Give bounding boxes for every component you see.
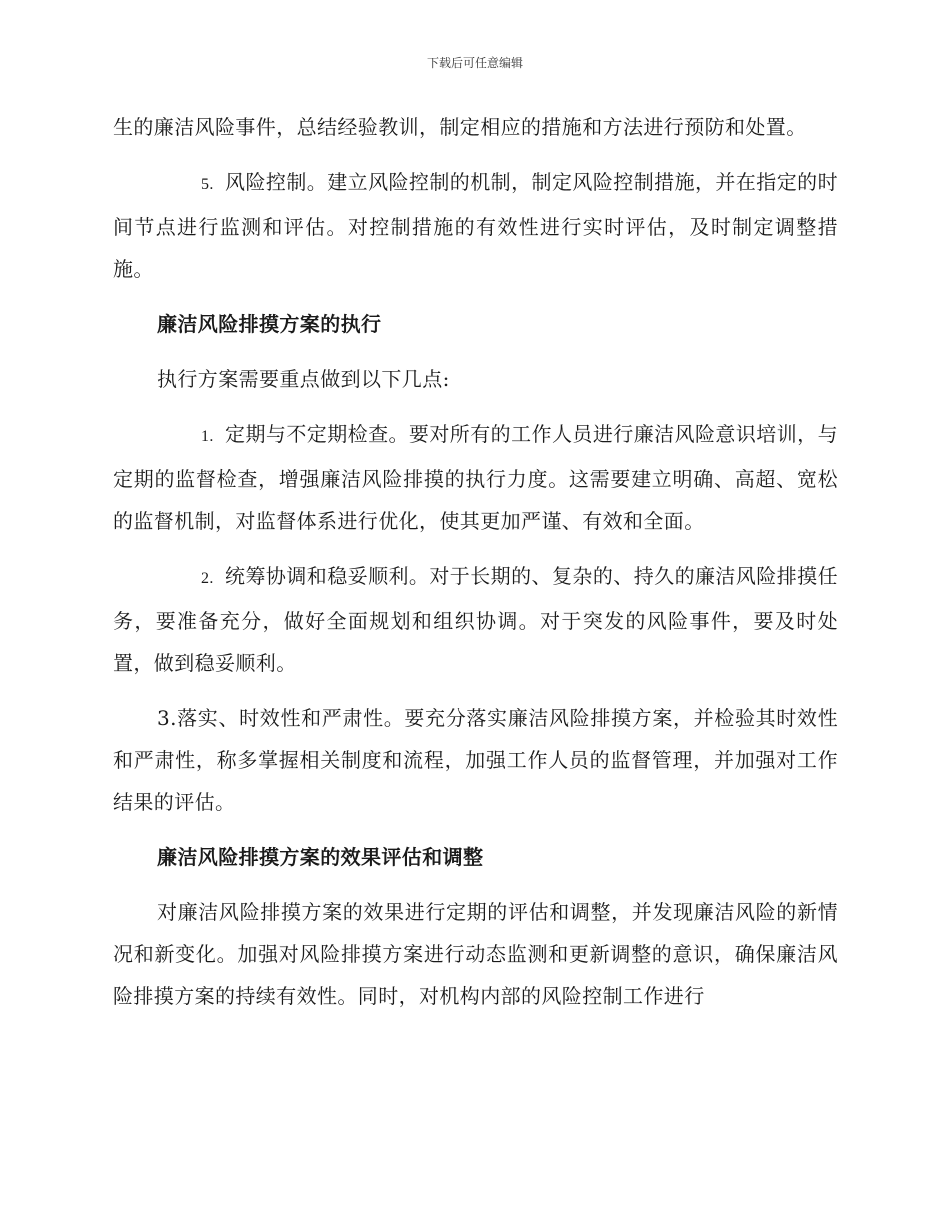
- paragraph-continuation: 生的廉洁风险事件，总结经验教训，制定相应的措施和方法进行预防和处置。: [113, 115, 807, 139]
- list-item-text: 统筹协调和稳妥顺利。对于长期的、复杂的、持久的廉洁风险排摸任务，要准备充分，做好全面规划和组织协调。对于突发的风险事件，要及时处置，做到稳妥顺利。: [113, 564, 838, 675]
- paragraph-evaluation: 对廉洁风险排摸方案的效果进行定期的评估和调整，并发现廉洁风险的新情况和新变化。加强对风险排摸方案进行动态监测和更新调整的意识，确保廉洁风险排摸方案的持续有效性。同时，对机构内部的风险控制工作进行: [113, 900, 838, 1008]
- list-item-text: 风险控制。建立风险控制的机制，制定风险控制措施，并在指定的时间节点进行监测和评估。对控制措施的有效性进行实时评估，及时制定调整措施。: [113, 170, 838, 281]
- list-item-1: [113, 413, 838, 542]
- list-item-5: [113, 161, 838, 290]
- page-header: 下载后可任意编辑: [426, 56, 523, 70]
- paragraph-intro: 执行方案需要重点做到以下几点:: [157, 367, 450, 391]
- list-item-text: 落实、时效性和严肃性。要充分落实廉洁风险排摸方案，并检验其时效性和严肃性，称多掌握相关制度和流程，加强工作人员的监督管理，并加强对工作结果的评估。: [113, 706, 838, 814]
- list-item-3: [113, 697, 838, 823]
- section-heading-execution: 廉洁风险排摸方案的执行: [157, 312, 382, 336]
- list-number: 3.: [157, 706, 177, 730]
- list-item-2: [113, 555, 838, 684]
- list-item-text: 定期与不定期检查。要对所有的工作人员进行廉洁风险意识培训，与定期的监督检查，增强廉洁风险排摸的执行力度。这需要建立明确、高超、宽松的监督机制，对监督体系进行优化，使其更加严谨、有效和全面。: [113, 422, 838, 533]
- list-number: 5.: [201, 176, 214, 193]
- list-number: 2.: [201, 570, 214, 587]
- section-heading-evaluation: 廉洁风险排摸方案的效果评估和调整: [157, 845, 484, 869]
- document-body: [113, 106, 838, 1030]
- list-number: 1.: [201, 428, 214, 445]
